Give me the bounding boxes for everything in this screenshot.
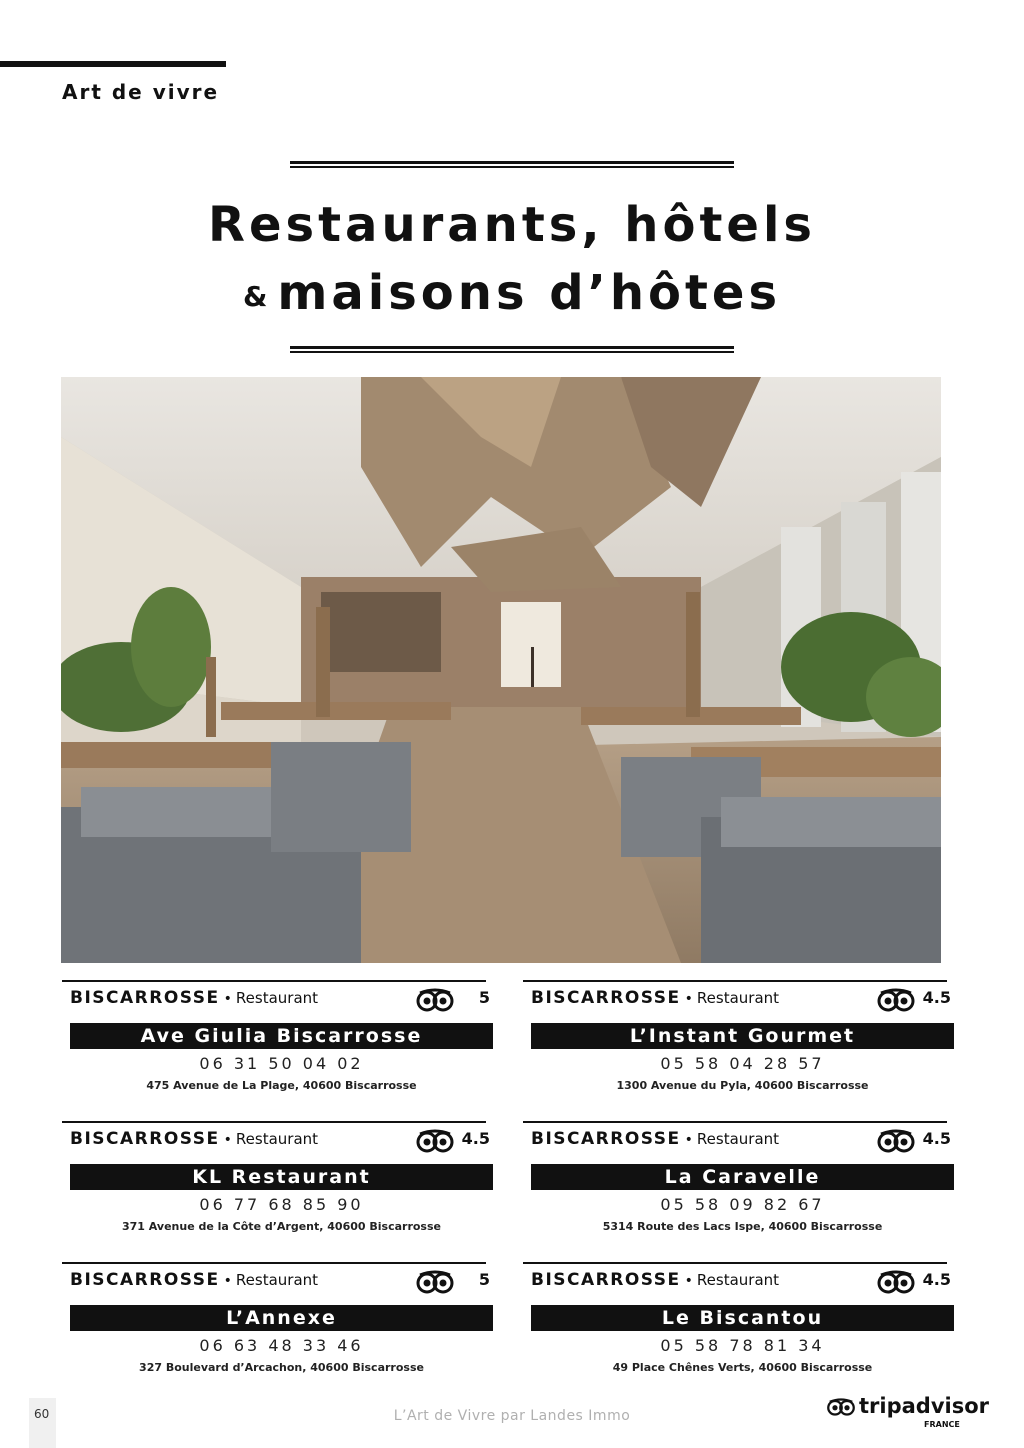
separator-dot: • bbox=[223, 1132, 232, 1148]
listing-address: 327 Boulevard d’Arcachon, 40600 Biscarrosse bbox=[139, 1361, 424, 1374]
listing-card bbox=[523, 1121, 951, 1248]
listing-type: Restaurant bbox=[235, 989, 319, 1007]
listing-city: BISCARROSSE bbox=[531, 1129, 681, 1149]
listing-header bbox=[70, 1270, 490, 1296]
tripadvisor-owl-icon bbox=[416, 1129, 454, 1153]
listing-card bbox=[62, 1121, 490, 1248]
listing-phone[interactable]: 06 31 50 04 02 bbox=[199, 1054, 364, 1073]
tripadvisor-logo bbox=[826, 1394, 989, 1430]
listing-phone[interactable]: 06 77 68 85 90 bbox=[199, 1195, 364, 1214]
listing-card bbox=[523, 980, 951, 1107]
listing-type: Restaurant bbox=[696, 1130, 780, 1148]
tripadvisor-owl-icon bbox=[877, 1270, 915, 1294]
listing-rating: 4.5 bbox=[922, 1129, 951, 1148]
listing-type: Restaurant bbox=[235, 1271, 319, 1289]
listing-address: 5314 Route des Lacs Ispe, 40600 Biscarrosse bbox=[602, 1220, 883, 1233]
page-number: 60 bbox=[34, 1407, 50, 1421]
listing-address: 1300 Avenue du Pyla, 40600 Biscarrosse bbox=[616, 1079, 869, 1092]
listing-type: Restaurant bbox=[235, 1130, 319, 1148]
page-title-line1: Restaurants, hôtels bbox=[208, 197, 816, 253]
title-rule-bottom bbox=[290, 346, 734, 353]
listing-phone[interactable]: 05 58 04 28 57 bbox=[660, 1054, 825, 1073]
tripadvisor-owl-icon bbox=[877, 988, 915, 1012]
listing-name: La Caravelle bbox=[531, 1164, 954, 1190]
listing-header bbox=[531, 1129, 951, 1155]
listing-phone[interactable]: 06 63 48 33 46 bbox=[199, 1336, 364, 1355]
logo-wordmark: tripadvisor bbox=[859, 1394, 989, 1418]
listing-city: BISCARROSSE bbox=[70, 988, 220, 1008]
listing-name: KL Restaurant bbox=[70, 1164, 493, 1190]
title-ampersand: & bbox=[242, 279, 268, 313]
listing-phone[interactable]: 05 58 09 82 67 bbox=[660, 1195, 825, 1214]
separator-dot: • bbox=[684, 991, 693, 1007]
logo-country: FRANCE bbox=[924, 1420, 960, 1429]
listing-address: 475 Avenue de La Plage, 40600 Biscarrosse bbox=[146, 1079, 417, 1092]
listing-type: Restaurant bbox=[696, 1271, 780, 1289]
top-accent-bar bbox=[0, 61, 226, 67]
listing-rating: 4.5 bbox=[922, 988, 951, 1007]
listing-rating: 5 bbox=[478, 1270, 490, 1289]
listing-address: 49 Place Chênes Verts, 40600 Biscarrosse bbox=[612, 1361, 873, 1374]
listing-card bbox=[523, 1262, 951, 1389]
separator-dot: • bbox=[684, 1132, 693, 1148]
tripadvisor-owl-icon bbox=[826, 1398, 856, 1416]
page-title-line2 bbox=[0, 265, 1024, 321]
publication-name: L’Art de Vivre par Landes Immo bbox=[393, 1408, 631, 1424]
listing-card bbox=[62, 1262, 490, 1389]
separator-dot: • bbox=[223, 991, 232, 1007]
title-line2-text: maisons d’hôtes bbox=[277, 265, 782, 321]
tripadvisor-owl-icon bbox=[416, 1270, 454, 1294]
listing-name: Le Biscantou bbox=[531, 1305, 954, 1331]
listing-city: BISCARROSSE bbox=[70, 1270, 220, 1290]
listing-city: BISCARROSSE bbox=[531, 1270, 681, 1290]
listing-card bbox=[62, 980, 490, 1107]
separator-dot: • bbox=[684, 1273, 693, 1289]
listing-rating: 4.5 bbox=[922, 1270, 951, 1289]
restaurant-interior-photo bbox=[61, 377, 941, 963]
separator-dot: • bbox=[223, 1273, 232, 1289]
listing-header bbox=[70, 988, 490, 1014]
listing-phone[interactable]: 05 58 78 81 34 bbox=[660, 1336, 825, 1355]
title-rule-top bbox=[290, 161, 734, 168]
section-label: Art de vivre bbox=[62, 80, 220, 104]
listing-city: BISCARROSSE bbox=[70, 1129, 220, 1149]
listing-type: Restaurant bbox=[696, 989, 780, 1007]
tripadvisor-owl-icon bbox=[416, 988, 454, 1012]
listing-header bbox=[531, 988, 951, 1014]
tripadvisor-owl-icon bbox=[877, 1129, 915, 1153]
listing-name: L’Instant Gourmet bbox=[531, 1023, 954, 1049]
listing-header bbox=[531, 1270, 951, 1296]
listing-header bbox=[70, 1129, 490, 1155]
listing-rating: 5 bbox=[478, 988, 490, 1007]
listing-name: L’Annexe bbox=[70, 1305, 493, 1331]
listing-rating: 4.5 bbox=[461, 1129, 490, 1148]
listing-city: BISCARROSSE bbox=[531, 988, 681, 1008]
listing-address: 371 Avenue de la Côte d’Argent, 40600 Biscarrosse bbox=[122, 1220, 441, 1233]
listing-name: Ave Giulia Biscarrosse bbox=[70, 1023, 493, 1049]
